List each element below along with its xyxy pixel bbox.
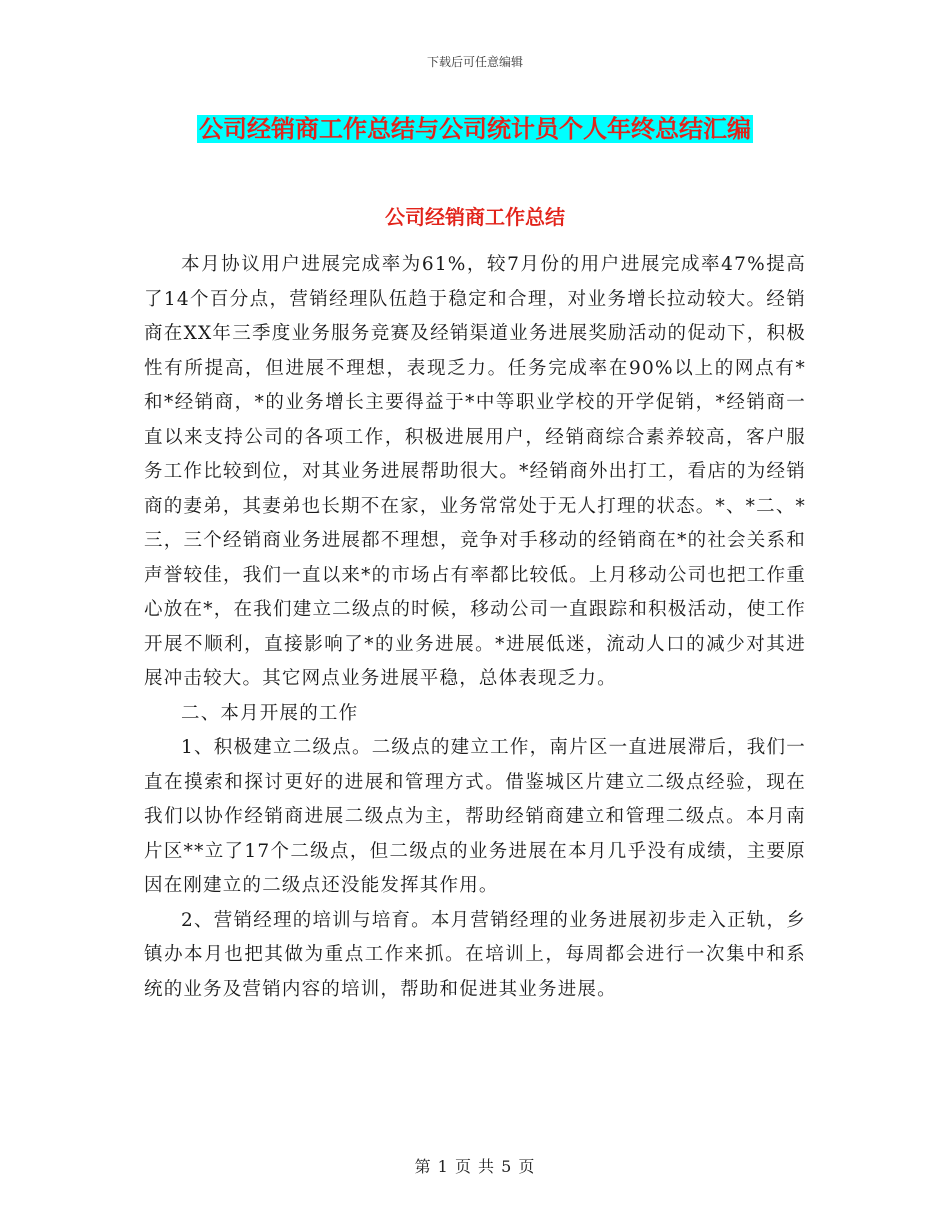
- body-text: [144, 248, 806, 1007]
- page-footer: 第 1 页 共 5 页: [414, 1157, 536, 1176]
- document-title: [0, 112, 950, 146]
- paragraph: 二、本月开展的工作: [181, 702, 359, 724]
- paragraph: 2、营销经理的培训与培育。本月营销经理的业务进展初步走入正轨，乡镇办本月也把其做为重点工作来抓。在培训上，每周都会进行一次集中和系统的业务及营销内容的培训，帮助和促进其业务进展。: [144, 909, 806, 1000]
- paragraph: 本月协议用户进展完成率为61%，较7月份的用户进展完成率47%提高了14个百分点，营销经理队伍趋于稳定和合理，对业务增长拉动较大。经销商在XX年三季度业务服务竞赛及经销渠道业务进展奖励活动的促动下，积极性有所提高，但进展不理想，表现乏力。任务完成率在90%以上的网点有*和*经销商，*的业务增长主要得益于*中等职业学校的开学促销，*经销商一直以来支持公司的各项工作，积极进展用户，经销商综合素养较高，客户服务工作比较到位，对其业务进展帮助很大。*经销商外出打工，看店的为经销商的妻弟，其妻弟也长期不在家，业务常常处于无人打理的状态。*、*二、*三，三个经销商业务进展都不理想，竞争对手移动的经销商在*的社会关系和声誉较佳，我们一直以来*的市场占有率都比较低。上月移动公司也把工作重心放在*，在我们建立二级点的时候，移动公司一直跟踪和积极活动，使工作开展不顺利，直接影响了*的业务进展。*进展低迷，流动人口的减少对其进展冲击较大。其它网点业务进展平稳，总体表现乏力。: [144, 254, 806, 689]
- header-note: 下载后可任意编辑: [426, 55, 523, 69]
- paragraph: 1、积极建立二级点。二级点的建立工作，南片区一直进展滞后，我们一直在摸索和探讨更好的进展和管理方式。借鉴城区片建立二级点经验，现在我们以协作经销商进展二级点为主，帮助经销商建立和管理二级点。本月南片区**立了17个二级点，但二级点的业务进展在本月几乎没有成绩，主要原因在刚建立的二级点还没能发挥其作用。: [144, 737, 806, 896]
- section-title: 公司经销商工作总结: [385, 205, 565, 229]
- document-title-text: 公司经销商工作总结与公司统计员个人年终总结汇编: [199, 115, 751, 143]
